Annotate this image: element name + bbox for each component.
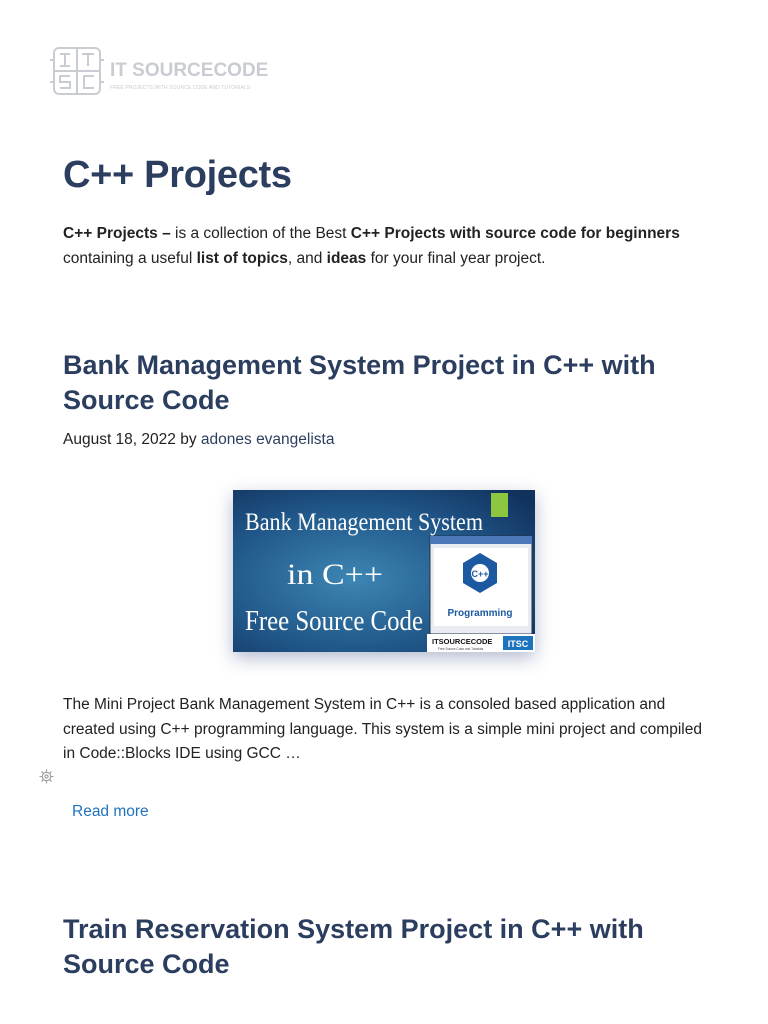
thumbnail-brand-tagline: Free Source Code and Tutorials bbox=[438, 647, 484, 651]
svg-text:C++: C++ bbox=[471, 569, 489, 579]
intro-text-1: is a collection of the Best bbox=[170, 225, 351, 242]
thumbnail-badge-label: Programming bbox=[447, 608, 513, 619]
logo-tagline: FREE PROJECTS WITH SOURCE CODE AND TUTORIALS bbox=[110, 85, 251, 91]
thumbnail-line-3: Free Source Code bbox=[245, 606, 423, 637]
post-meta bbox=[63, 431, 334, 449]
post-by: by bbox=[180, 431, 197, 448]
page-title: C++ Projects bbox=[63, 154, 292, 196]
read-more-link[interactable]: Read more bbox=[72, 803, 149, 820]
logo-mark-icon bbox=[48, 44, 269, 100]
gear-icon[interactable] bbox=[38, 768, 55, 785]
post-title-link[interactable]: Bank Management System Project in C++ with Source Code bbox=[63, 350, 656, 415]
intro-text-3: , and bbox=[287, 249, 327, 267]
post-title-link[interactable]: Train Reservation System Project in C++ with Source Code bbox=[63, 914, 644, 979]
post-excerpt: The Mini Project Bank Management System in C++ is a consoled based application and created using C++ programming language. This system is a simple mini project and compiled in Code::Blocks IDE using GCC … bbox=[63, 696, 702, 762]
intro-text-4: for your final year project. bbox=[366, 249, 546, 267]
thumbnail-brand: ITSOURCECODE bbox=[432, 637, 493, 646]
intro-paragraph bbox=[63, 222, 713, 271]
thumbnail-line-1: Bank Management System bbox=[245, 509, 484, 536]
intro-bold-2: C++ Projects with source code for beginners bbox=[350, 225, 680, 242]
intro-text-2: containing a useful bbox=[63, 249, 197, 267]
intro-bold-1: C++ Projects – bbox=[63, 225, 171, 242]
logo-brand: IT SOURCECODE bbox=[110, 60, 269, 81]
post-author-link[interactable]: adones evangelista bbox=[200, 431, 335, 448]
site-logo[interactable] bbox=[48, 44, 269, 100]
post-date: August 18, 2022 bbox=[63, 431, 176, 448]
thumbnail-line-2: in C++ bbox=[287, 558, 383, 591]
thumbnail-brand-short: ITSC bbox=[507, 639, 529, 649]
intro-bold-3: list of topics bbox=[196, 249, 288, 267]
post-thumbnail[interactable] bbox=[233, 490, 535, 652]
intro-bold-4: ideas bbox=[326, 249, 367, 267]
